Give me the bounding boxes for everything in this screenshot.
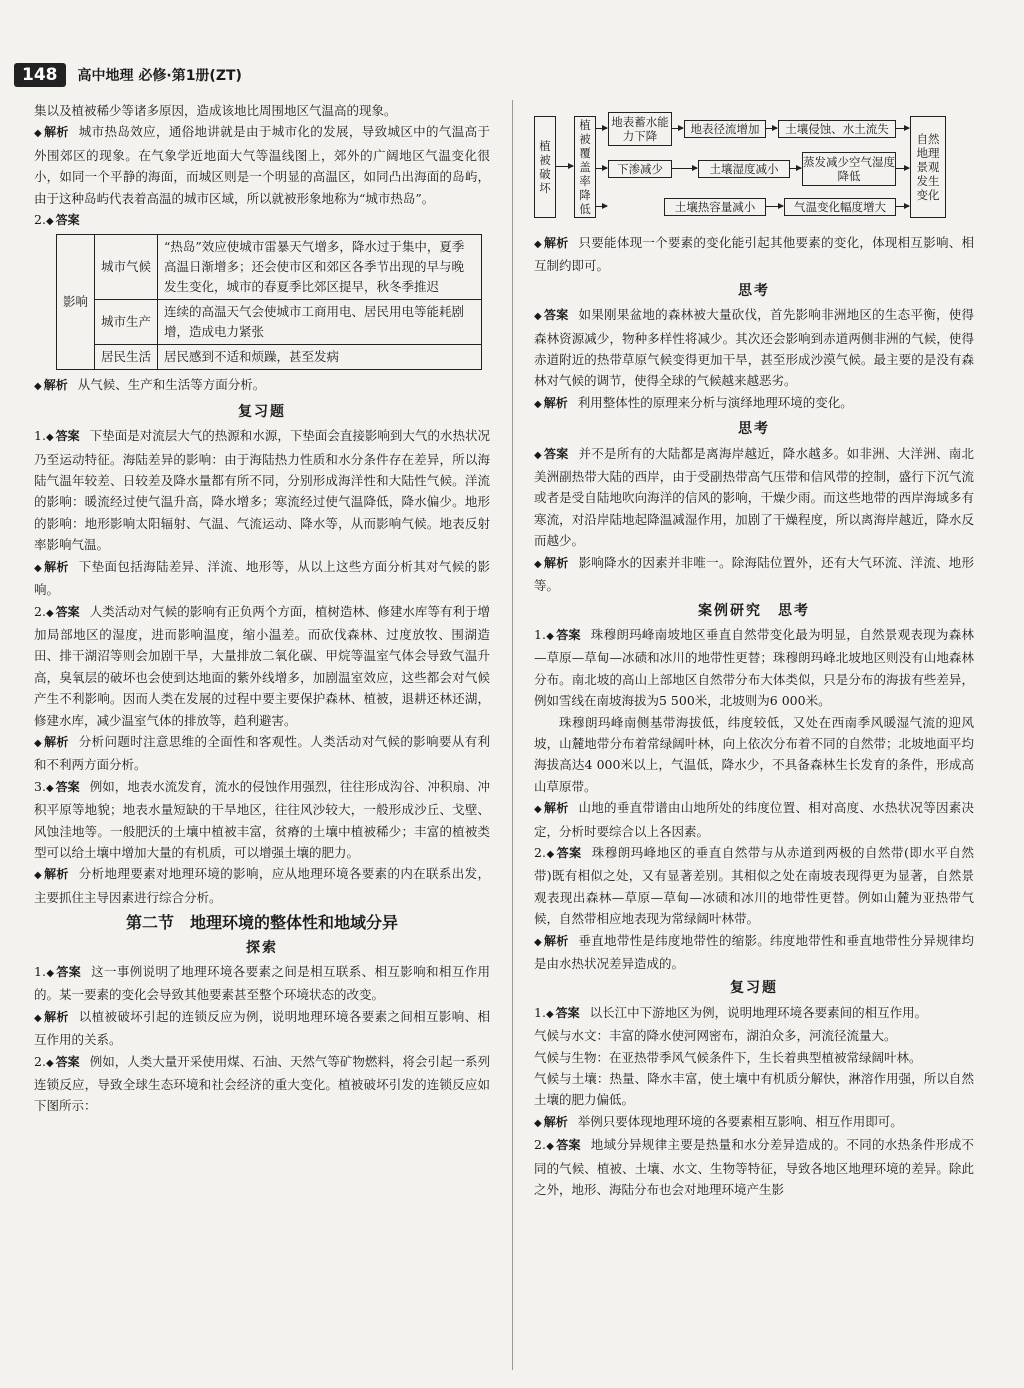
answer-block: 1.◆ 答案 下垫面是对流层大气的热源和水源，下垫面会直接影响到大气的水热状况乃至运动特征。海陆差异的影响：由于海陆热力性质和水分条件存在差异，所以海陆气温年较差、日较差及降水量都有所不同，分别形成海洋性和大陆性气候。洋流的影响：暖流经过使气温升高，降水增多；寒流经过使气温降低，降水偏少。地形的影响：地形影响太阳辐射、气温、气流运动、降水等，从而影响气候。地表反射率影响气温。 bbox=[34, 425, 490, 555]
answer-block: 2.◆ 答案 例如，人类大量开采使用煤、石油、天然气等矿物燃料，将会引起一系列连锁反应，导致全球生态环境和社会经济的重大变化。植被破坏引发的连锁反应如下图所示： bbox=[34, 1051, 490, 1117]
left-column bbox=[34, 100, 490, 1117]
analysis-block: ◆ 解析 举例只要体现地理环境的各要素相互影响、相互作用即可。 bbox=[534, 1111, 974, 1134]
answer-block: ◆ 答案 如果刚果盆地的森林被大量砍伐，首先影响非洲地区的生态平衡，使得森林资源减少，物种多样性将减少。其次还会影响到赤道两侧非洲的气候，使得赤道附近的热带草原气候变得更加干旱，甚至形成沙漠气候。最主要的是没有森林对气候的调节，使得全球的气候越来越恶劣。 bbox=[534, 304, 974, 392]
answer-paragraph: 气候与土壤：热量、降水丰富，使土壤中有机质分解快，淋溶作用强，所以自然土壤的肥力偏低。 bbox=[534, 1071, 974, 1108]
section-title: 第二节 地理环境的整体性和地域分异 bbox=[125, 913, 398, 933]
answer-paragraph: 珠穆朗玛峰南侧基带海拔低，纬度较低，又处在西南季风暖湿气流的迎风坡，山麓地带分布着常绿阔叶林，向上依次分布着不同的自然带；北坡地面平均海拔高达4 000米以上，气温低，降水少，不具备森林生长发育的条件，形成高山草原带。 bbox=[534, 714, 974, 794]
flow-arrow bbox=[895, 206, 909, 207]
flow-arrow bbox=[595, 206, 607, 207]
table-group-label: 影响 bbox=[57, 235, 95, 370]
flow-arrow bbox=[595, 128, 607, 129]
answer-block: 1.◆ 答案 这一事例说明了地理环境各要素之间是相互联系、相互影响和相互作用的。某一要素的变化会导致其他要素甚至整个环境状态的改变。 bbox=[34, 961, 490, 1006]
analysis-block: ◆ 解析 分析问题时注意思维的全面性和客观性。人类活动对气候的影响要从有利和不利两方面分析。 bbox=[34, 731, 490, 776]
table-value: “热岛”效应使城市雷暴天气增多，降水过于集中，夏季高温日渐增多；还会使市区和郊区各季节出现的早与晚发生变化，城市的春夏季比郊区提早，秋冬季推迟 bbox=[158, 235, 482, 300]
answer-block: 2.◆ 答案 人类活动对气候的影响有正负两个方面，植树造林、修建水库等有利于增加局部地区的湿度，进而影响温度，缩小温差。而砍伐森林、过度放牧、围湖造田、排干湖沼等则会加剧干旱，大量排放二氧化碳、甲烷等温室气体会导致气温升高，臭氧层的破坏也会使到达地面的紫外线增多，加剧温室效应，这些都会对气候产生不利影响。因而人类在发展的过程中要主要保护森林、植被，退耕还林还湖，修建水库，减少温室气体的排放等，趋利避害。 bbox=[34, 601, 490, 731]
answer-block: 3.◆ 答案 例如，地表水流发育，流水的侵蚀作用强烈，往往形成沟谷、冲积扇、冲积平原等地貌；地表水量短缺的干旱地区，往往风沙较大，一般形成沙丘、戈壁、风蚀洼地等。一般肥沃的土壤中植被丰富，贫瘠的土壤中植被稀少；丰富的植被类型可以给土壤中增加大量的有机质，可以增强土壤的肥力。 bbox=[34, 776, 490, 864]
analysis-block: ◆ 解析 影响降水的因素并非唯一。除海陆位置外，还有大气环流、洋流、地形等。 bbox=[534, 552, 974, 597]
chain-reaction-diagram bbox=[534, 108, 974, 226]
table-key: 城市气候 bbox=[95, 235, 158, 300]
answer-block: ◆ 答案 并不是所有的大陆都是离海岸越近，降水越多。如非洲、大洋洲、南北美洲副热带大陆的西岸，由于受副热带高气压带和信风带的控制，盛行下沉气流或者是受自陆地吹向海洋的信风的影响，干燥少雨。而这些地带的西岸海域多有寒流，对沿岸陆地起降温减湿作用，加剧了干燥程度，所以离海岸越近，降水反而越少。 bbox=[534, 443, 974, 552]
page-header bbox=[14, 60, 242, 90]
flow-box: 土壤热容量减小 bbox=[664, 198, 766, 216]
answer-block: 2.◆ 答案 bbox=[34, 209, 490, 232]
table-key: 城市生产 bbox=[95, 300, 158, 345]
flow-box: 地表径流增加 bbox=[684, 120, 766, 138]
answer-paragraph: 气候与水文：丰富的降水使河网密布，湖泊众多，河流径流量大。 bbox=[534, 1028, 897, 1044]
analysis-block: ◆ 解析 城市热岛效应，通俗地讲就是由于城市化的发展，导致城区中的气温高于外围郊区的现象。在气象学近地面大气等温线图上，郊外的广阔地区气温变化很小，如同一个平静的海面，而城区则是一个明显的高温区，如同凸出海面的岛屿，由于这种岛屿代表着高温的城市区域，所以就被形象地称为“城市热岛”。 bbox=[34, 121, 490, 209]
flow-box: 蒸发减少空气湿度降低 bbox=[802, 152, 896, 186]
flow-arrow bbox=[671, 128, 683, 129]
flow-arrow bbox=[895, 168, 909, 169]
review-title: 复习题 bbox=[238, 403, 286, 420]
answer-block: 1.◆ 答案 珠穆朗玛峰南坡地区垂直自然带变化最为明显，自然景观表现为森林—草原—草甸—冰碛和冰川的地带性更替；珠穆朗玛峰北坡地区则没有山地森林分布。南北坡的高山上部地区自然带分布大体类似，只是分布的海拔有些差异，例如雪线在南坡海拔为5 500米，北坡则为6 000米。 bbox=[534, 624, 974, 712]
page-number: 148 bbox=[14, 63, 66, 87]
analysis-block: ◆ 解析 垂直地带性是纬度地带性的缩影。纬度地带性和垂直地带性分异规律均是由水热状况差异造成的。 bbox=[534, 930, 974, 975]
analysis-block: ◆ 解析 山地的垂直带谱由山地所处的纬度位置、相对高度、水热状况等因素决定，分析时要综合以上各因素。 bbox=[534, 797, 974, 842]
flow-box: 地表蓄水能力下降 bbox=[608, 112, 672, 146]
table-value: 连续的高温天气会使城市工商用电、居民用电等能耗剧增，造成电力紧张 bbox=[158, 300, 482, 345]
answer-block: 1.◆ 答案 以长江中下游地区为例，说明地理环境各要素间的相互作用。 bbox=[534, 1002, 974, 1025]
flow-end-box: 自然地理景观发生变化 bbox=[910, 116, 946, 218]
analysis-block: ◆ 解析 利用整体性的原理来分析与演绎地理环境的变化。 bbox=[534, 392, 974, 415]
table-key: 居民生活 bbox=[95, 345, 158, 370]
answer-paragraph: 气候与生物：在亚热带季风气候条件下，生长着典型植被常绿阔叶林。 bbox=[534, 1049, 922, 1065]
flow-arrow bbox=[895, 128, 909, 129]
impact-table bbox=[56, 234, 482, 370]
flow-box: 土壤湿度减小 bbox=[698, 160, 790, 178]
flow-start-box: 植被破坏 bbox=[534, 116, 556, 218]
analysis-block: ◆ 解析 只要能体现一个要素的变化能引起其他要素的变化，体现相互影响、相互制约即可。 bbox=[534, 232, 974, 277]
flow-arrow bbox=[595, 168, 607, 169]
book-title: 高中地理 必修·第1册(ZT) bbox=[77, 68, 242, 84]
right-column bbox=[534, 232, 974, 1200]
flow-arrow bbox=[555, 166, 573, 167]
answer-tag: ◆ 答案 bbox=[46, 213, 80, 227]
analysis-block: ◆ 解析 以植被破坏引起的连锁反应为例，说明地理环境各要素之间相互影响、相互作用的关系。 bbox=[34, 1006, 490, 1051]
explore-title: 探索 bbox=[246, 939, 278, 956]
analysis-tag: ◆ 解析 bbox=[34, 125, 69, 139]
flow-box: 下渗减少 bbox=[608, 160, 672, 178]
flow-arrow bbox=[765, 206, 783, 207]
table-value: 居民感到不适和烦躁，甚至发病 bbox=[158, 345, 482, 370]
column-divider bbox=[512, 100, 513, 1370]
analysis-block: ◆ 解析 从气候、生产和生活等方面分析。 bbox=[34, 374, 490, 397]
review-title: 复习题 bbox=[730, 980, 778, 997]
flow-box: 气温变化幅度增大 bbox=[784, 198, 896, 216]
flow-box: 土壤侵蚀、水土流失 bbox=[778, 120, 896, 138]
intro-text: 集以及植被稀少等诸多原因，造成该地比周围地区气温高的现象。 bbox=[34, 103, 397, 118]
flow-arrow bbox=[789, 168, 801, 169]
flow-arrow bbox=[765, 128, 777, 129]
flow-arrow bbox=[671, 168, 697, 169]
answer-block: 2.◆ 答案 地域分异规律主要是热量和水分差异造成的。不同的水热条件形成不同的气候、植被、土壤、水文、生物等特征，导致各地区地理环境的差异。除此之外，地形、海陆分布也会对地理环境产生影 bbox=[534, 1134, 974, 1200]
analysis-block: ◆ 解析 下垫面包括海陆差异、洋流、地形等，从以上这些方面分析其对气候的影响。 bbox=[34, 556, 490, 601]
answer-block: 2.◆ 答案 珠穆朗玛峰地区的垂直自然带与从赤道到两极的自然带(即水平自然带)既有相似之处，又有显著差别。其相似之处在南坡表现得更为显著，自然景观表现出森林—草原—草甸—冰碛和冰川的地带性更替。例如山麓为亚热带气候，自然带相应地表现为常绿阔叶林带。 bbox=[534, 842, 974, 930]
think-title: 思考 bbox=[738, 282, 770, 299]
analysis-block: ◆ 解析 分析地理要素对地理环境的影响，应从地理环境各要素的内在联系出发，主要抓住主导因素进行综合分析。 bbox=[34, 863, 490, 908]
think-title: 思考 bbox=[738, 421, 770, 438]
flow-mid-box: 植被覆盖率降低 bbox=[574, 116, 596, 218]
case-study-title: 案例研究 思考 bbox=[698, 602, 810, 619]
